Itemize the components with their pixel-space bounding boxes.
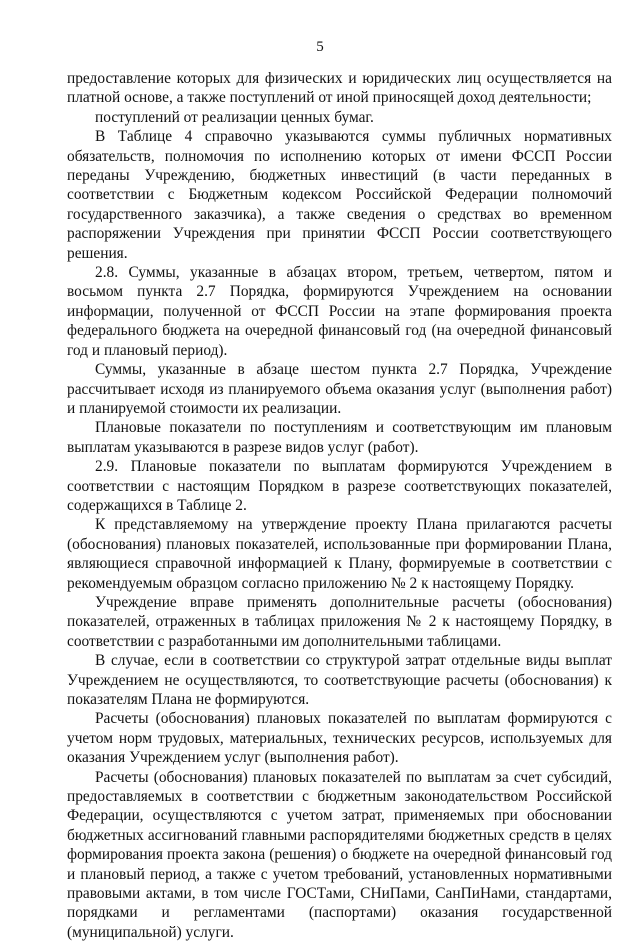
paragraph-securities: поступлений от реализации ценных бумаг.	[95, 108, 374, 126]
paragraph-additional-calculations: Учреждение вправе применять дополнительные расчеты (обоснования) показателей, отраженных в таблицах приложения № 2 к настоящему Порядку, в соответствии с разработанными им дополнительными таблицами.	[67, 593, 612, 650]
paragraph-norms: Расчеты (обоснования) плановых показателей по выплатам формируются с учетом норм трудовых, материальных, технических ресурсов, используемых для оказания Учреждением услуг (выполнения работ).	[67, 710, 612, 767]
paragraph-continuation: предоставление которых для физических и юридических лиц осуществляется на платной основе, а также поступлений от иной приносящей доход деятельности;	[67, 70, 612, 107]
paragraph-2-9: 2.9. Плановые показатели по выплатам формируются Учреждением в соответствии с настоящим Порядком в разрезе соответствующих показателей, содержащихся в Таблице 2.	[67, 458, 612, 514]
paragraph-subsidies: Расчеты (обоснования) плановых показателей по выплатам за счет субсидий, предоставляемых в соответствии с бюджетным законодательством Российской Федерации, осуществляются с учетом затрат, применяемых при обосновании бюджетных ассигнований главными распорядителями бюджетных средств в целях формирования проекта закона (решения) о бюджете на очередной финансовый год и плановый период, а также с учетом требований, установленных нормативными правовыми актами, в том числе ГОСТами, СНиПами, СанПиНами, стандартами, порядками и регламентами (паспортами) оказания государственной (муниципальной) услуги.	[67, 768, 612, 941]
paragraph-case-not-implemented: В случае, если в соответствии со структурой затрат отдельные виды выплат Учреждением не осуществляются, то соответствующие расчеты (обоснования) к показателям Плана не формируются.	[67, 652, 612, 708]
paragraph-2-8: 2.8. Суммы, указанные в абзацах втором, третьем, четвертом, пятом и восьмом пункта 2.7 Порядка, формируются Учреждением на основании информации, полученной от ФССП России на этапе формирования проекта федерального бюджета на очередной финансовый год (на очередной финансовый год и плановый период).	[67, 264, 612, 359]
document-body	[67, 69, 612, 942]
paragraph-sums-sixth: Суммы, указанные в абзаце шестом пункта 2.7 Порядка, Учреждение рассчитывает исходя из планируемого объема оказания услуг (выполнения работ) и планируемой стоимости их реализации.	[67, 361, 612, 417]
page-number: 5	[316, 39, 324, 55]
paragraph-calculations-attached: К представляемому на утверждение проекту Плана прилагаются расчеты (обоснования) плановых показателей, использованные при формировании Плана, являющиеся справочной информацией к Плану, формируемые в соответствии с рекомендуемым образцом согласно приложению № 2 к настоящему Порядку.	[67, 516, 612, 592]
paragraph-planned-indicators: Плановые показатели по поступлениям и соответствующим им плановым выплатам указываются в разрезе видов услуг (работ).	[67, 419, 612, 456]
paragraph-table-4: В Таблице 4 справочно указываются суммы публичных нормативных обязательств, полномочия по исполнению которых от имени ФССП России переданы Учреждению, бюджетных инвестиций (в части переданных в соответствии с Бюджетным кодексом Российской Федерации полномочий государственного заказчика), а также сведения о средствах во временном распоряжении Учреждения при принятии ФССП России соответствующего решения.	[67, 128, 612, 262]
